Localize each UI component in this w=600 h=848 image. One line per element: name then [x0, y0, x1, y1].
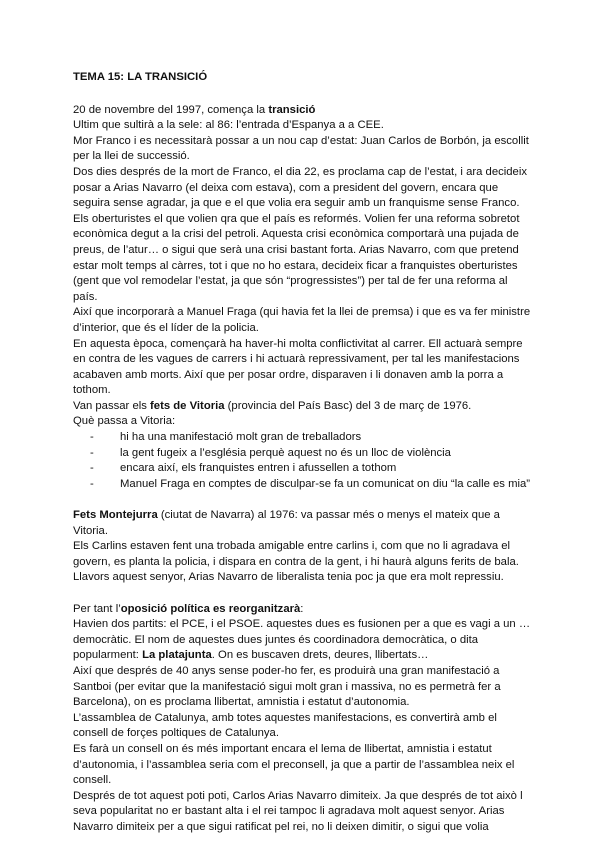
- document-title: TEMA 15: LA TRANSICIÓ: [73, 71, 208, 83]
- montejurra-paragraph-2: Els Carlins estaven fent una trobada amigable entre carlins i, com que no li agradava el govern, es planta la policia, i dispara en contra de la gent, i hi haurà alguns ferits de bala.: [73, 540, 519, 568]
- oposicio-heading-line: [73, 602, 533, 618]
- list-item: - encara així, els franquistes entren i afussellen a tothom: [90, 461, 533, 477]
- oposicio-pre: Per tant l’: [73, 602, 121, 615]
- oposicio-p1-bold: La platajunta: [142, 649, 212, 662]
- montejurra-bold: Fets Montejurra: [73, 509, 158, 522]
- document-page: [73, 70, 533, 836]
- oposicio-paragraph-1: [73, 617, 533, 664]
- intro-paragraph-6: Així que incorporarà a Manuel Fraga (qui havia fet la llei de premsa) i que es va fer ministre d’interior, que és el líder de la policia.: [73, 306, 531, 334]
- oposicio-paragraph-2: Així que després de 40 anys sense poder-ho fer, es produirà una gran manifestació a Santboi (per evitar que la manifestació sigui molt gran i massiva, no es permetrà fer a Barcelona), on es proclama llibertat, amnistia i estatut d’autonomia.: [73, 664, 501, 709]
- vitoria-pre: Van passar els: [73, 399, 151, 412]
- intro-paragraph-3: Mor Franco i es necessitarà possar a un nou cap d’estat: Juan Carlos de Borbón, ja escollit per la llei de successió.: [73, 134, 529, 163]
- oposicio-paragraph-5: Després de tot aquest poti poti, Carlos Arias Navarro dimiteix. Ja que després de tot això l seva popularitat no er bastant alta i el rei tampoc li agradava molt aquest senyor. Arias Navarro dimiteix per a que sigui ratificat pel rei, no li deixen dimitir, o sigui que volia: [73, 789, 523, 833]
- montejurra-line: [73, 508, 533, 539]
- list-item: - Manuel Fraga en comptes de disculpar-se fa un comunicat on diu “la calle es mia”: [90, 477, 533, 493]
- vitoria-question: Què passa a Vitoria:: [73, 415, 176, 428]
- oposicio-post: :: [300, 602, 304, 615]
- intro-paragraph-7: En aquesta època, començarà ha haver-hi molta conflictivitat al carrer. Ell actuarà sempre en contra de les vagues de carrers i hi actuarà repressivament, per tal les manifestacions acabaven amb morts. Així que per posar ordre, disparaven i li donaven amb la porra a tothom.: [73, 337, 523, 397]
- list-item: - la gent fugeix a l’església perquè aquest no és un lloc de violència: [90, 446, 533, 462]
- oposicio-p1-pre: Havien dos partits: el PCE, i el PSOE. aquestes dues es fusionen per a que es vagi a un … democràtic. El nom de aquestes dues juntes és coordinadora democràtica, o dita popularment:: [73, 618, 531, 662]
- intro-date-line: [73, 103, 533, 119]
- vitoria-line: [73, 399, 533, 415]
- oposicio-paragraph-4: Es farà un consell on és més important encara el lema de llibertat, amnistia i estatut d’autonomia, i l’assamblea seria com el preconsell, ja que a partir de l’assamblea neix el consell.: [73, 742, 515, 787]
- vitoria-bullet-list: [73, 430, 533, 492]
- intro-paragraph-4: Dos dies després de la mort de Franco, el dia 22, es proclama cap de l’estat, i ara decideix posar a Arias Navarro (el deixa com estava), com a president del govern, encara que seguira sense agradar, ja que e el que volia era seguir amb un franquisme sense Franco.: [73, 165, 527, 210]
- intro-paragraph-2: Ultim que sultirà a la sele: al 86: l’entrada d’Espanya a a CEE.: [73, 119, 384, 132]
- oposicio-p1-post: . On es buscaven drets, deures, llibertats…: [211, 649, 429, 662]
- montejurra-post: (ciutat de Navarra) al 1976: va passar més o menys el mateix que a Vitoria.: [73, 509, 500, 537]
- montejurra-paragraph-3: Llavors aquest senyor, Arias Navarro de liberalista tenia poc ja que era molt repressiu.: [73, 571, 504, 584]
- oposicio-paragraph-3: L’assamblea de Catalunya, amb totes aquestes manifestacions, es convertirà amb el consell de forçes poltiques de Catalunya.: [73, 711, 497, 740]
- oposicio-bold: oposició política es reorganitzarà: [120, 602, 301, 615]
- vitoria-bold: fets de Vitoria: [150, 399, 225, 412]
- intro-paragraph-5: Els oberturistes el que volien qra que el país es reformés. Volien fer una reforma sobretot econòmica degut a la crisi del petroli. Aquesta crisi econòmica comportarà una pujada de preus, de l’atur… o sigui que serà una crisi bastant forta. Arias Navarro, com que pretend estar molt temps al càrres, tot i que no ho estara, decideix ficar a franquistes oberturistes (gent que vol remodelar l’estat, ja que són “progressistes”) per tal de fer una reforma al país.: [73, 212, 520, 303]
- list-item: - hi ha una manifestació molt gran de treballadors: [90, 430, 533, 446]
- intro-date-bold: transició: [268, 103, 316, 116]
- vitoria-post: (provincia del País Basc) del 3 de març de 1976.: [224, 399, 472, 412]
- intro-date-text: 20 de novembre del 1997, comença la: [73, 103, 269, 116]
